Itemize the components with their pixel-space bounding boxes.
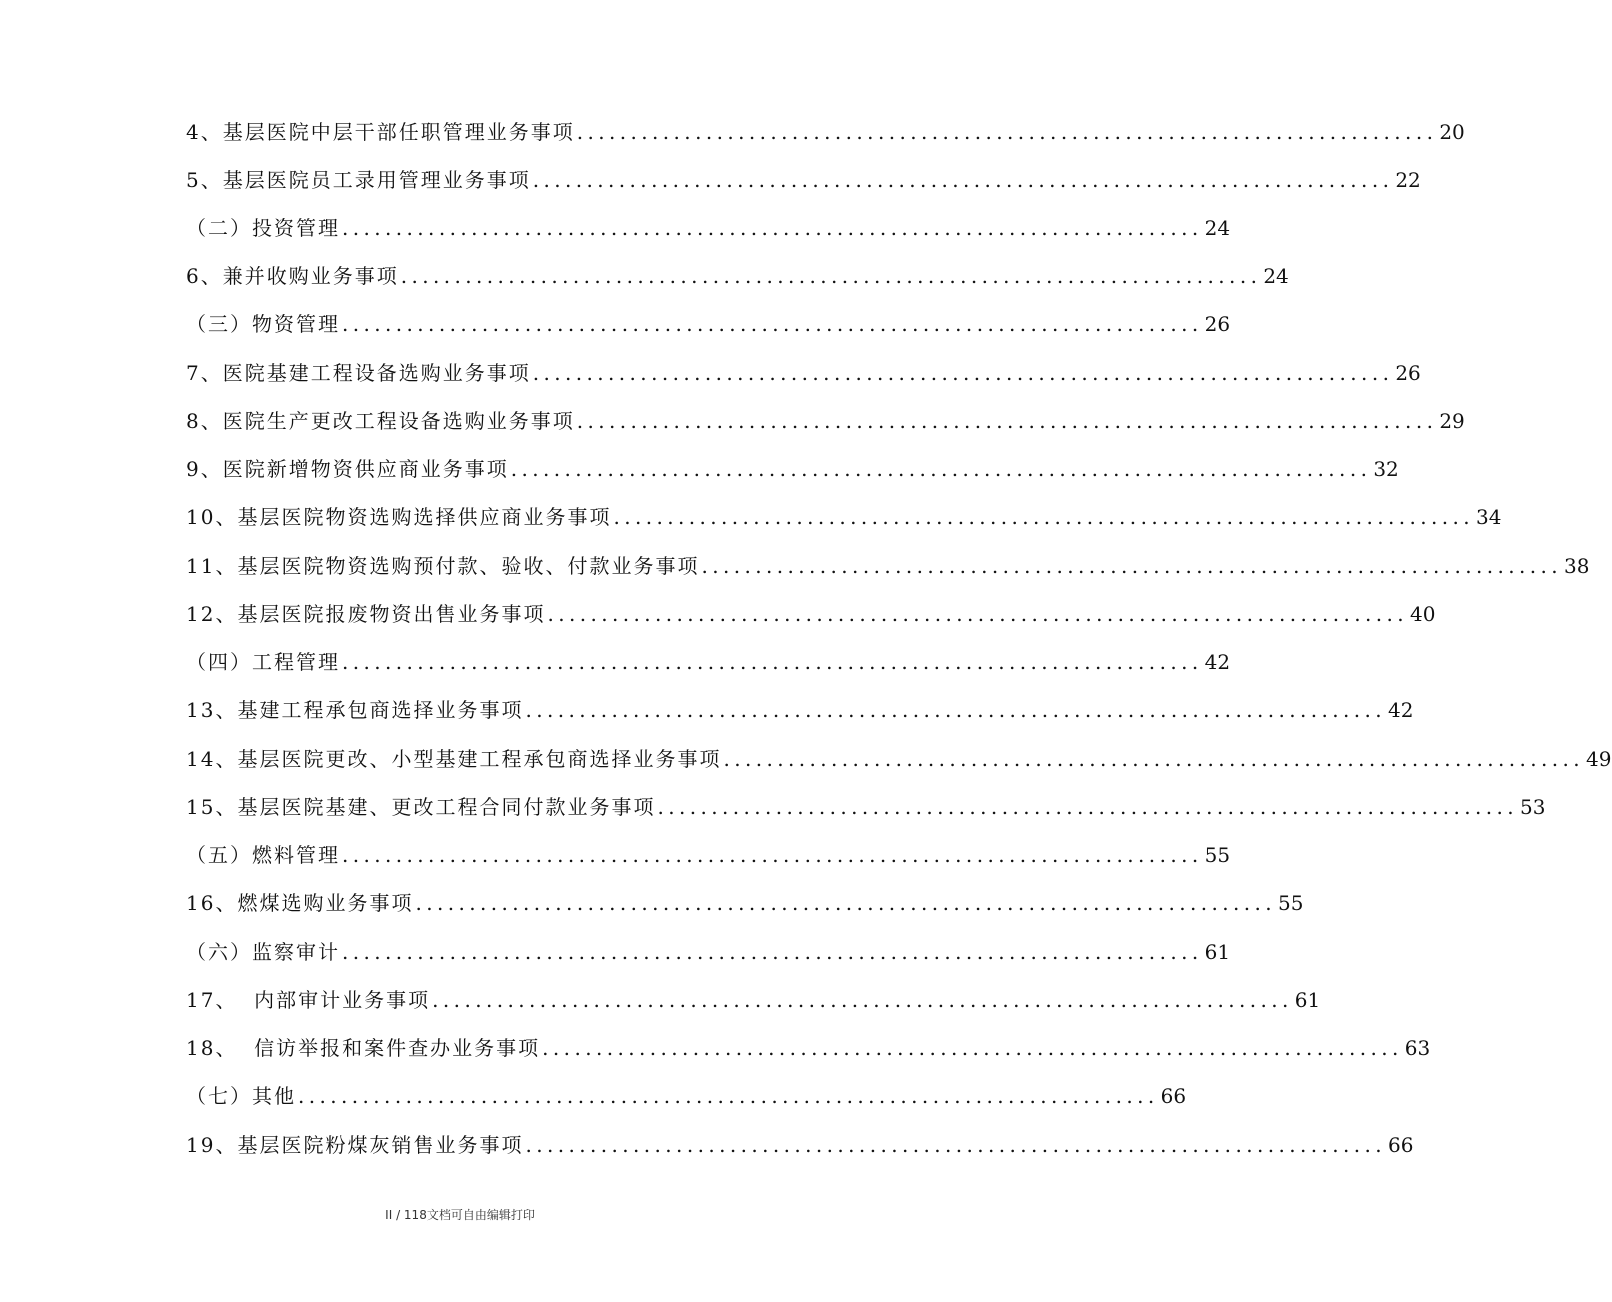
toc-entry[interactable] [186,112,1465,146]
toc-entry-page: 66 [1160,1084,1187,1108]
toc-leader-dots: ................................................................................ [342,650,1203,674]
toc-leader-dots: ................................................................................ [547,602,1409,626]
toc-entry[interactable] [186,256,1289,290]
toc-entry-page: 24 [1263,264,1289,288]
toc-entry-label: 4、基层医院中层干部任职管理业务事项 [186,120,575,144]
toc-entry-page: 66 [1388,1133,1414,1157]
toc-entry-label: （七）其他 [186,1084,296,1108]
toc-entry[interactable] [186,497,1502,531]
toc-entry[interactable] [186,401,1465,435]
toc-entry-page: 42 [1204,650,1231,674]
toc-entry-page: 26 [1395,361,1421,385]
toc-entry[interactable] [186,690,1414,724]
toc-leader-dots: ................................................................................ [613,505,1475,529]
toc-section-entry[interactable] [186,304,1231,338]
toc-entry[interactable] [186,739,1612,773]
toc-entry-label: 18、 信访举报和案件查办业务事项 [186,1036,541,1060]
toc-leader-dots: ................................................................................ [723,747,1585,771]
toc-entry-label: 15、基层医院基建、更改工程合同付款业务事项 [186,795,656,819]
toc-entry[interactable] [186,883,1304,917]
toc-leader-dots: ................................................................................ [576,120,1438,144]
toc-leader-dots: ................................................................................ [342,216,1203,240]
toc-entry[interactable] [186,160,1421,194]
toc-entry[interactable] [186,594,1436,628]
toc-leader-dots: ................................................................................ [657,795,1519,819]
toc-entry-label: 6、兼并收购业务事项 [186,264,399,288]
toc-entry[interactable] [186,1028,1431,1062]
toc-leader-dots: ................................................................................ [532,361,1394,385]
toc-entry[interactable] [186,1125,1414,1159]
toc-leader-dots: ................................................................................ [510,457,1372,481]
toc-entry-page: 24 [1204,216,1231,240]
toc-leader-dots: ................................................................................ [525,698,1387,722]
toc-entry-label: （二）投资管理 [186,216,340,240]
toc-entry-page: 55 [1204,843,1231,867]
toc-section-entry[interactable] [186,642,1231,676]
toc-section-entry[interactable] [186,932,1231,966]
toc-entry-label: 9、医院新增物资供应商业务事项 [186,457,509,481]
toc-entry-label: 19、基层医院粉煤灰销售业务事项 [186,1133,524,1157]
toc-entry-page: 42 [1388,698,1414,722]
toc-entry-page: 53 [1520,795,1546,819]
toc-entry-page: 49 [1586,747,1612,771]
toc-entry-page: 20 [1439,120,1465,144]
toc-entry-label: （六）监察审计 [186,940,340,964]
toc-leader-dots: ................................................................................ [298,1084,1159,1108]
toc-entry-page: 38 [1564,554,1590,578]
toc-entry-page: 32 [1373,457,1399,481]
toc-section-entry[interactable] [186,208,1231,242]
toc-entry-label: 7、医院基建工程设备选购业务事项 [186,361,531,385]
toc-entry-page: 34 [1476,505,1502,529]
toc-leader-dots: ................................................................................ [400,264,1262,288]
toc-entry-label: 14、基层医院更改、小型基建工程承包商选择业务事项 [186,747,722,771]
toc-entry-label: 12、基层医院报废物资出售业务事项 [186,602,546,626]
toc-entry-page: 29 [1439,409,1465,433]
toc-entry-page: 55 [1278,891,1304,915]
toc-entry-label: 16、燃煤选购业务事项 [186,891,414,915]
toc-entry-label: （三）物资管理 [186,312,340,336]
toc-entry-page: 22 [1395,168,1421,192]
toc-entry-label: 11、基层医院物资选购预付款、验收、付款业务事项 [186,554,700,578]
toc-entry-label: （四）工程管理 [186,650,340,674]
toc-leader-dots: ................................................................................ [342,312,1203,336]
page-footer: II / 118文档可自由编辑打印 [385,1208,535,1222]
toc-entry-page: 61 [1204,940,1231,964]
toc-entry-label: 17、 内部审计业务事项 [186,988,431,1012]
toc-entry[interactable] [186,980,1321,1014]
toc-leader-dots: ................................................................................ [415,891,1277,915]
toc-leader-dots: ................................................................................ [532,168,1394,192]
toc-entry[interactable] [186,449,1399,483]
toc-entry-label: 13、基建工程承包商选择业务事项 [186,698,524,722]
toc-leader-dots: ................................................................................ [525,1133,1387,1157]
toc-leader-dots: ................................................................................ [701,554,1563,578]
toc-leader-dots: ................................................................................ [432,988,1293,1012]
toc-entry[interactable] [186,787,1546,821]
toc-entry-label: 10、基层医院物资选购选择供应商业务事项 [186,505,612,529]
toc-entry-label: 8、医院生产更改工程设备选购业务事项 [186,409,575,433]
toc-entry-page: 26 [1204,312,1231,336]
toc-leader-dots: ................................................................................ [342,940,1203,964]
toc-leader-dots: ................................................................................ [342,843,1203,867]
toc-leader-dots: ................................................................................ [576,409,1438,433]
toc-entry-page: 61 [1294,988,1321,1012]
toc-entry[interactable] [186,546,1590,580]
toc-entry-page: 40 [1410,602,1436,626]
toc-section-entry[interactable] [186,1076,1187,1110]
toc-entry[interactable] [186,353,1421,387]
toc-section-entry[interactable] [186,835,1231,869]
toc-entry-label: （五）燃料管理 [186,843,340,867]
toc-leader-dots: ................................................................................ [542,1036,1403,1060]
toc-entry-label: 5、基层医院员工录用管理业务事项 [186,168,531,192]
toc-entry-page: 63 [1404,1036,1431,1060]
